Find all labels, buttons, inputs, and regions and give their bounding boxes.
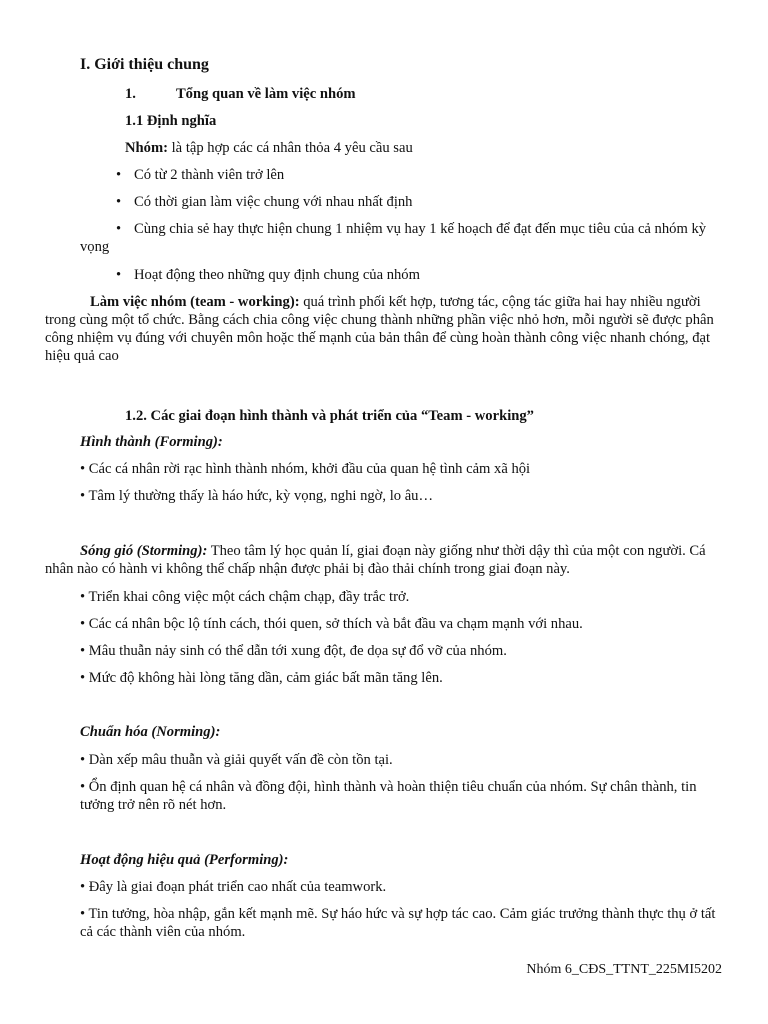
bullet: • xyxy=(116,194,122,210)
nhom-label: Nhóm: xyxy=(125,140,168,156)
performing-item: • Đây là giai đoạn phát triển cao nhất của teamwork. xyxy=(80,879,387,895)
nhom-definition xyxy=(125,139,765,157)
section-title: Tổng quan về làm việc nhóm xyxy=(175,86,356,102)
performing-title: Hoạt động hiệu quả (Performing): xyxy=(80,852,289,868)
section-number: 1. xyxy=(125,86,136,102)
req-item-text: Có từ 2 thành viên trở lên xyxy=(134,167,285,183)
bullet: • xyxy=(116,221,122,237)
forming-title: Hình thành (Forming): xyxy=(80,434,223,450)
storming-item: • Mâu thuẫn nảy sinh có thể dẫn tới xung đột, đe dọa sự đổ vỡ của nhóm. xyxy=(80,643,507,659)
nhom-text: là tập hợp các cá nhân thỏa 4 yêu cầu sau xyxy=(167,140,413,156)
norming-title: Chuẩn hóa (Norming): xyxy=(80,724,221,740)
bullet: • xyxy=(116,267,122,283)
norming-item: • Dàn xếp mâu thuẫn và giải quyết vấn đề còn tồn tại. xyxy=(80,752,393,768)
req-item-text: Cùng chia sẻ hay thực hiện chung 1 nhiệm vụ hay 1 kế hoạch để đạt đến mục tiêu của cả nhóm kỳ vọng xyxy=(80,221,707,255)
norming-item: • Ổn định quan hệ cá nhân và đồng đội, hình thành và hoàn thiện tiêu chuẩn của nhóm. Sự chân thành, tin tưởng trở nên rõ nét hơn. xyxy=(80,779,697,813)
storming-text: Theo tâm lý học quản lí, giai đoạn này giống như thời dậy thì của một con người. Cá nhân nào có hành vi không thể chấp nhận được phải bị đào thải chính trong giai đoạn này. xyxy=(45,543,706,577)
teamworking-text: quá trình phối kết hợp, tương tác, cộng tác giữa hai hay nhiều người trong cùng một tổ chức. Bằng cách chia công việc chung thành những phần việc nhỏ hơn, mỗi người sẽ được phân công nhiệm vụ đúng với chuyên môn hoặc thế mạnh của bản thân để cùng hoàn thành công việc nhanh chóng, đạt hiệu quả cao xyxy=(45,294,714,364)
req-item xyxy=(80,220,720,256)
req-item xyxy=(116,166,284,184)
heading-dinh-nghia: 1.1 Định nghĩa xyxy=(125,113,217,129)
req-item xyxy=(116,193,412,211)
forming-item: • Tâm lý thường thấy là háo hức, kỳ vọng, nghi ngờ, lo âu… xyxy=(80,488,434,504)
heading-giai-doan: 1.2. Các giai đoạn hình thành và phát triển của “Team - working” xyxy=(125,408,534,424)
storming-item: • Triển khai công việc một cách chậm chạp, đầy trắc trở. xyxy=(80,589,410,605)
forming-item: • Các cá nhân rời rạc hình thành nhóm, khởi đầu của quan hệ tình cảm xã hội xyxy=(80,461,531,477)
performing-item: • Tin tưởng, hòa nhập, gắn kết mạnh mẽ. Sự háo hức và sự hợp tác cao. Cảm giác trưởng thành thực thụ ở tất cả các thành viên của nhóm. xyxy=(80,906,716,940)
storming-item: • Các cá nhân bộc lộ tính cách, thói quen, sở thích và bắt đầu va chạm mạnh với nhau. xyxy=(80,616,583,632)
heading-tong-quan xyxy=(125,85,765,103)
storming-paragraph xyxy=(45,542,725,578)
bullet: • xyxy=(116,167,122,183)
page-footer: Nhóm 6_CĐS_TTNT_225MI5202 xyxy=(526,962,722,977)
req-item xyxy=(116,266,420,284)
teamworking-definition xyxy=(45,293,725,365)
req-item-text: Hoạt động theo những quy định chung của nhóm xyxy=(134,267,420,283)
req-item-text: Có thời gian làm việc chung với nhau nhất định xyxy=(134,194,413,210)
storming-item: • Mức độ không hài lòng tăng dần, cảm giác bất mãn tăng lên. xyxy=(80,670,443,686)
teamworking-label: Làm việc nhóm (team - working): xyxy=(90,294,300,310)
storming-title: Sóng gió (Storming): xyxy=(80,543,208,559)
heading-gioi-thieu-chung: I. Giới thiệu chung xyxy=(80,56,209,73)
